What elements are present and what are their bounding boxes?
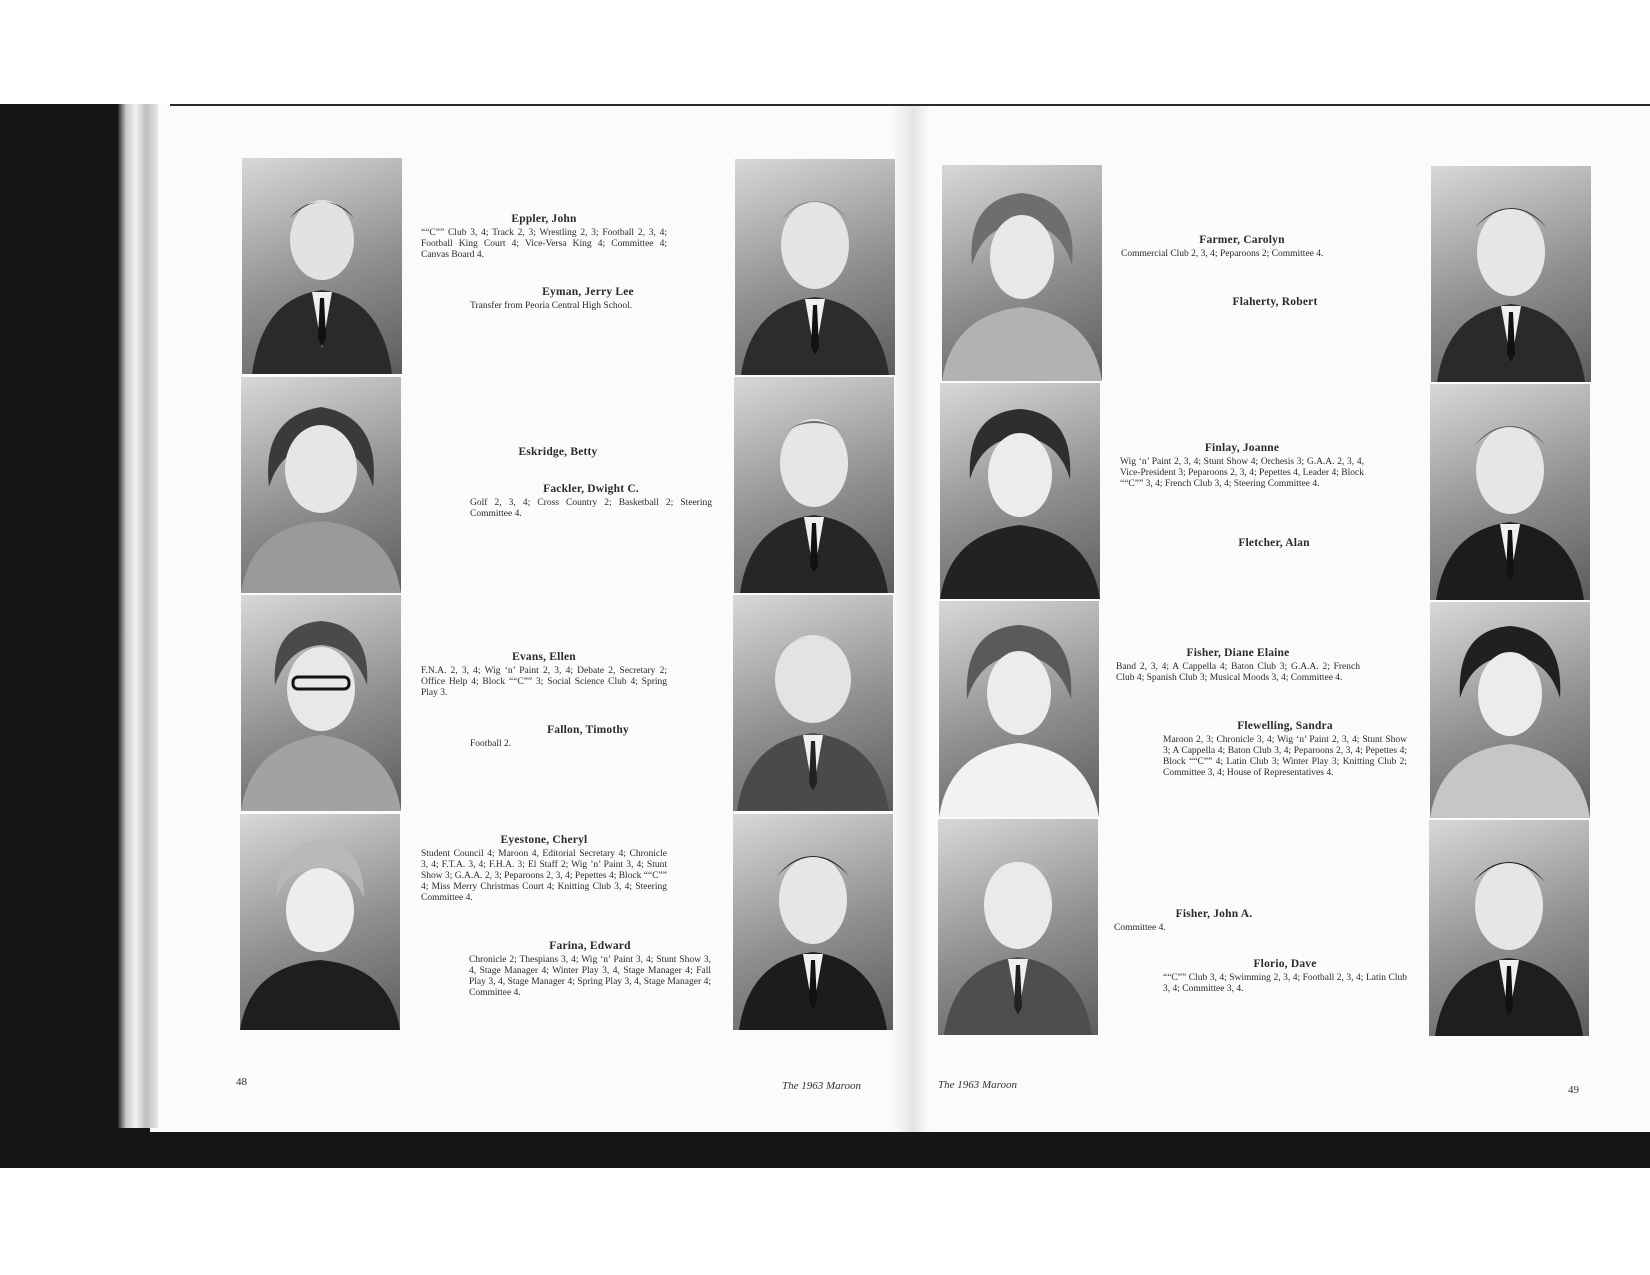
portrait-photo xyxy=(733,595,893,811)
student-name: Flaherty, Robert xyxy=(1232,296,1318,308)
portrait-photo xyxy=(938,819,1098,1035)
portrait-photo xyxy=(734,377,894,593)
portrait-photo xyxy=(241,595,401,811)
student-activities: Commercial Club 2, 3, 4; Peparoons 2; Committee 4. xyxy=(1121,249,1324,259)
portrait-photo xyxy=(1430,602,1590,818)
footer-title-right: The 1963 Maroon xyxy=(938,1079,1018,1091)
student-name: Florio, Dave xyxy=(1253,958,1317,970)
student-name: Flewelling, Sandra xyxy=(1237,720,1333,732)
student-activities: Wig ‘n’ Paint 2, 3, 4; Stunt Show 4; Orchesis 3; G.A.A. 2, 3, 4, Vice-President 3; Peparoons 2, 3, 4; Pepettes 4, Leader 4; Block ““C”” 3, 4; French Club 3, 4; Steering Committee 4. xyxy=(1120,457,1364,489)
student-name: Fletcher, Alan xyxy=(1238,537,1310,549)
student-activities: Football 2. xyxy=(470,739,512,749)
student-activities: Golf 2, 3, 4; Cross Country 2; Basketball 2; Steering Committee 4. xyxy=(470,498,712,519)
student-name: Finlay, Joanne xyxy=(1204,442,1280,454)
portrait-photo xyxy=(735,159,895,375)
student-name: Fackler, Dwight C. xyxy=(543,483,639,495)
student-activities: Chronicle 2; Thespians 3, 4; Wig ‘n’ Paint 3, 4; Stunt Show 3, 4, Stage Manager 4; Winter Play 3, 4, Stage Manager 4; Fall Play 3, 4, Stage Manager 4; Spring Play 3, 4, Stage Manager 4; Committee 4. xyxy=(469,955,711,998)
student-activities: Transfer from Peoria Central High School. xyxy=(470,301,633,311)
portrait-photo xyxy=(733,814,893,1030)
page-gutter xyxy=(892,104,930,1132)
student-activities: Band 2, 3, 4; A Cappella 4; Baton Club 3; G.A.A. 2; French Club 4; Spanish Club 3; Musical Moods 3, 4; Committee 4. xyxy=(1116,662,1360,683)
student-entry xyxy=(421,651,667,699)
portrait-photo xyxy=(240,814,400,1030)
book-spine xyxy=(118,104,158,1128)
student-entry xyxy=(421,834,667,904)
student-entry xyxy=(1163,720,1407,779)
student-name: Eyestone, Cheryl xyxy=(500,834,588,846)
student-name: Eskridge, Betty xyxy=(518,446,598,458)
student-entry xyxy=(470,446,646,461)
student-entry xyxy=(470,286,706,312)
footer-title-left: The 1963 Maroon xyxy=(782,1080,862,1092)
student-activities: ““C”” Club 3, 4; Track 2, 3; Wrestling 2, 3; Football 2, 3, 4; Football King Court 4; Vice-Versa King 4; Committee 4; Canvas Board 4. xyxy=(421,228,667,260)
student-activities: Maroon 2, 3; Chronicle 3, 4; Wig ‘n’ Paint 2, 3, 4; Stunt Show 3; A Cappella 4; Baton Club 3, 4; Peparoons 2, 3, 4; Pepettes 4; Block ““C”” 4; Latin Club 3; Winter Play 3; Knitting Club 2; Committee 3, 4; House of Representatives 4. xyxy=(1163,735,1407,778)
portrait-photo xyxy=(940,383,1100,599)
student-entry xyxy=(1121,234,1363,260)
student-entry xyxy=(1116,647,1360,684)
student-entry xyxy=(1214,537,1334,552)
student-activities: F.N.A. 2, 3, 4; Wig ‘n’ Paint 2, 3, 4; Debate 2, Secretary 2; Office Help 4; Block ““C”” 3; Social Science Club 4; Spring Play 3. xyxy=(421,666,667,698)
student-name: Fallon, Timothy xyxy=(547,724,629,736)
student-entry xyxy=(1120,442,1364,490)
portrait-photo xyxy=(1431,166,1591,382)
portrait-photo xyxy=(942,165,1102,381)
page-number-right: 49 xyxy=(1568,1084,1579,1096)
student-activities: ““C”” Club 3, 4; Swimming 2, 3, 4; Football 2, 3, 4; Latin Club 3, 4; Committee 3, 4. xyxy=(1163,973,1407,994)
page-number-left: 48 xyxy=(236,1076,247,1088)
page-top-edge xyxy=(170,104,1650,106)
portrait-photo xyxy=(1430,384,1590,600)
portrait-photo xyxy=(1429,820,1589,1036)
student-entry xyxy=(1163,958,1407,995)
student-activities: Committee 4. xyxy=(1114,923,1166,933)
student-name: Fisher, John A. xyxy=(1175,908,1253,920)
student-activities: Student Council 4; Maroon 4, Editorial Secretary 4; Chronicle 3, 4; F.T.A. 3, 4; F.H.A. 3; El Staff 2; Wig ’n’ Paint 3, 4; Stunt Show 3; G.A.A. 2, 3; Peparoons 2, 3, 4; Pepettes 4; Block ““C”” 4; Miss Merry Christmas Court 4; Knitting Club 3, 4; Steering Committee 4. xyxy=(421,849,667,903)
student-entry xyxy=(469,940,711,999)
student-entry xyxy=(1210,296,1340,311)
student-name: Fisher, Diane Elaine xyxy=(1186,647,1290,659)
student-name: Eyman, Jerry Lee xyxy=(542,286,634,298)
student-name: Evans, Ellen xyxy=(512,651,576,663)
student-entry xyxy=(1114,908,1314,934)
student-name: Farmer, Carolyn xyxy=(1199,234,1285,246)
student-entry xyxy=(470,724,706,750)
student-name: Eppler, John xyxy=(511,213,577,225)
student-entry xyxy=(421,213,667,261)
student-entry xyxy=(470,483,712,520)
portrait-photo xyxy=(242,158,402,374)
student-name: Farina, Edward xyxy=(549,940,631,952)
portrait-photo xyxy=(939,601,1099,817)
portrait-photo xyxy=(241,377,401,593)
